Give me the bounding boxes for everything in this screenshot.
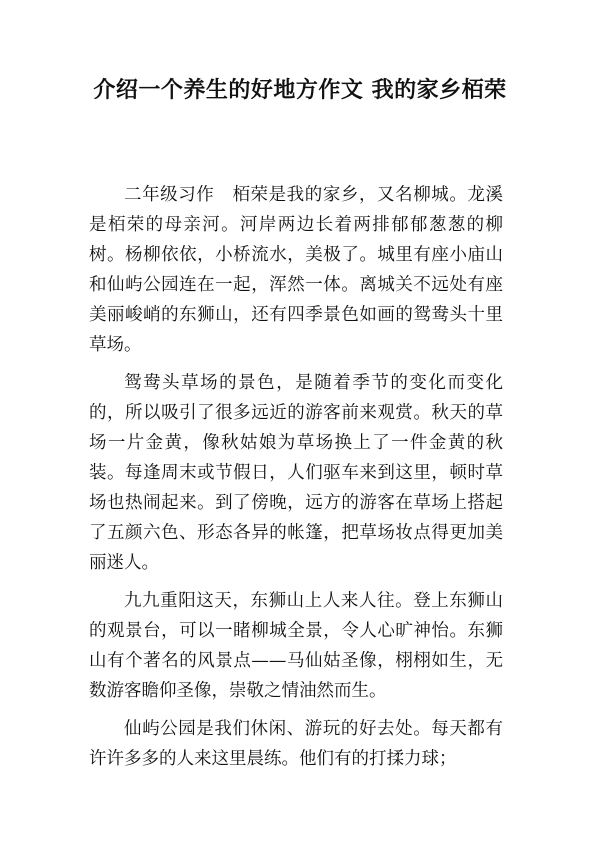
paragraph: 二年级习作 栢荣是我的家乡，又名柳城。龙溪是栢荣的母亲河。河岸两边长着两排郁郁葱葱的柳树。杨柳依依，小桥流水，美极了。城里有座小庙山和仙屿公园连在一起，浑然一体。离城关不远处有座美丽峻峭的东狮山，还有四季景色如画的鸳鸯头十里草场。 <box>89 185 503 355</box>
document-body <box>89 180 503 782</box>
paragraph: 九九重阳这天，东狮山上人来人往。登上东狮山的观景台，可以一睹柳城全景，令人心旷神怡。东狮山有个著名的风景点——马仙姑圣像，栩栩如生，无数游客瞻仰圣像，崇敬之情油然而生。 <box>89 591 503 701</box>
document-title: 介绍一个养生的好地方作文 我的家乡栢荣 <box>93 78 507 103</box>
paragraph: 仙屿公园是我们休闲、游玩的好去处。每天都有许许多多的人来这里晨练。他们有的打揉力球； <box>89 719 503 769</box>
paragraph: 鸳鸯头草场的景色，是随着季节的变化而变化的，所以吸引了很多远近的游客前来观赏。秋天的草场一片金黄，像秋姑娘为草场换上了一件金黄的秋装。每逢周末或节假日，人们驱车来到这里，顿时草场也热闹起来。到了傍晚，远方的游客在草场上搭起了五颜六色、形态各异的帐篷，把草场妆点得更加美丽迷人。 <box>89 373 503 573</box>
